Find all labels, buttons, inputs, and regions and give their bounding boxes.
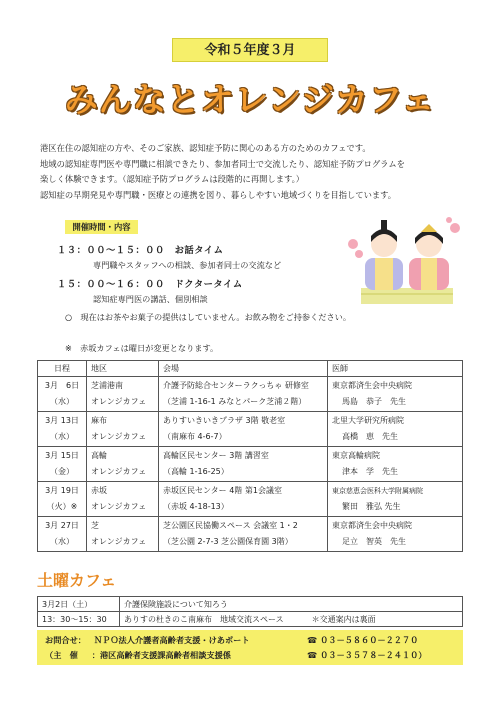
row-date: 3月 19日 — [45, 486, 79, 495]
row-doctor: 津本 学 先生 — [342, 467, 398, 476]
row-doctor: 馬島 恭子 先生 — [342, 397, 406, 406]
saturday-cafe-title: 土曜カフェ — [37, 571, 117, 590]
saturday-cafe-table — [37, 596, 463, 627]
row-doctor: 高橋 恵 先生 — [342, 432, 398, 441]
row-cafe: オレンジカフェ — [91, 502, 147, 511]
row-hospital: 東京都済生会中央病院 — [332, 381, 412, 390]
row-cafe: オレンジカフェ — [91, 467, 147, 476]
row-area: 赤坂 — [91, 486, 107, 495]
row-day: （水） — [50, 537, 74, 546]
row-day: （火）※ — [46, 502, 78, 511]
schedule-section-label: 開催時間・内容 — [65, 220, 138, 234]
akasaka-note: ※ 赤坂カフェは曜日が変更となります。 — [65, 343, 219, 353]
header-date: 日程 — [38, 361, 87, 377]
table-header-row — [38, 361, 463, 377]
row-addr: （南麻布 4-6-7） — [163, 432, 227, 441]
sat-venue: ありすの杜きのこ南麻布 地域交流スペース — [124, 614, 284, 624]
phone-icon: ☎ — [307, 650, 318, 660]
row-day: （金） — [50, 467, 74, 476]
header-doctor: 医師 — [328, 361, 463, 377]
host-org: ：港区高齢者支援課高齢者相談支援係 — [91, 650, 231, 660]
row-date: 3月 13日 — [45, 416, 79, 425]
row-addr: （芝浦 1-16-1 みなとパーク芝浦２階） — [163, 397, 307, 406]
header-venue: 会場 — [159, 361, 328, 377]
table-row — [38, 517, 463, 552]
row-date: 3月 6日 — [44, 381, 80, 390]
intro-line: 認知症の早期発見や専門職・医療との連携を図り、暮らしやすい地域づくりを目指しています。 — [40, 189, 397, 200]
doctor-name: ドクタータイム — [174, 279, 243, 290]
doctor-desc: 認知症専門医の講話、個別相談 — [93, 294, 208, 304]
row-area: 高輪 — [91, 451, 107, 460]
sat-topic: 介護保険施設について知ろう — [120, 597, 463, 612]
row-hospital: 東京高輪病院 — [332, 451, 380, 460]
row-cafe: オレンジカフェ — [91, 432, 147, 441]
drink-note: ○ 現在はお茶やお菓子の提供はしていません。お飲み物をご持参ください。 — [65, 312, 352, 322]
inquiry-tel: ０３－５８６０－２２７０ — [320, 635, 419, 645]
row-hospital: 東京慈恵会医科大学附属病院 — [332, 487, 423, 495]
doctor-time-block — [57, 276, 357, 305]
row-cafe: オレンジカフェ — [91, 397, 147, 406]
intro-line: 楽しく体験できます。（認知症予防プログラムは段階的に再開します。） — [40, 174, 305, 184]
row-day: （水） — [50, 432, 74, 441]
row-hospital: 北里大学研究所病院 — [332, 416, 404, 425]
talk-time: １３：００～１５：００ — [57, 245, 165, 256]
row-doctor: 繁田 雅弘 先生 — [342, 502, 401, 511]
row-venue: 芝公園区民協働スペース 会議室 1・2 — [163, 521, 298, 530]
intro-text — [40, 141, 480, 203]
talk-time-block — [57, 242, 357, 271]
table-row — [38, 482, 463, 517]
inquiry-org: ＮＰＯ法人介護者高齢者支援・けあポート — [93, 635, 250, 645]
phone-icon: ☎ — [307, 635, 318, 645]
host-tel: ０３－３５７８－２４１０） — [320, 650, 427, 660]
cafe-schedule-table — [37, 360, 463, 552]
row-addr: （赤坂 4-18-13） — [163, 502, 229, 511]
row-venue: ありすいきいきプラザ 3階 敬老室 — [163, 416, 286, 425]
footer-contact — [37, 630, 463, 665]
row-area: 芝 — [91, 521, 99, 530]
row-addr: （高輪 1-16-25） — [163, 467, 229, 476]
year-tag: 令和５年度３月 — [172, 38, 328, 62]
table-row — [38, 447, 463, 482]
page-title: みんなとオレンジカフェ — [64, 80, 436, 119]
inquiry-label: お問合せ： — [45, 635, 86, 645]
row-date: 3月 27日 — [45, 521, 79, 530]
row-cafe: オレンジカフェ — [91, 537, 147, 546]
intro-line: 港区在住の認知症の方や、そのご家族、認知症予防に関心のある方のためのカフェです。 — [40, 143, 371, 153]
intro-line: 地域の認知症専門医や専門職に相談できたり、参加者同士で交流したり、認知症予防プログラムを — [40, 158, 405, 169]
table-row — [38, 377, 463, 412]
hina-doll-illustration — [345, 214, 465, 306]
row-doctor: 足立 智英 先生 — [342, 537, 406, 546]
host-label: （主 催 — [45, 650, 78, 660]
sat-time: 13：30～15：30 — [38, 612, 120, 627]
header-area: 地区 — [87, 361, 159, 377]
sat-note: ＊交通案内は裏面 — [311, 614, 376, 624]
talk-desc: 専門職やスタッフへの相談、参加者同士の交流など — [93, 260, 282, 270]
row-area: 芝浦港南 — [91, 381, 123, 390]
row-venue: 赤坂区民センター 4階 第1会議室 — [163, 486, 282, 495]
row-venue: 高輪区民センター 3階 講習室 — [163, 451, 269, 460]
doctor-time: １５：００～１６：００ — [57, 279, 165, 290]
row-area: 麻布 — [91, 416, 107, 425]
table-row — [38, 612, 463, 627]
row-date: 3月 15日 — [45, 451, 79, 460]
row-day: （水） — [50, 397, 74, 406]
talk-name: お話タイム — [174, 245, 224, 256]
table-row — [38, 597, 463, 612]
table-row — [38, 412, 463, 447]
row-venue: 介護予防総合センターラクっちゃ 研修室 — [163, 381, 309, 390]
row-addr: （芝公園 2-7-3 芝公園保育園 3階） — [163, 537, 293, 546]
sat-date: 3月2日（土） — [38, 597, 120, 612]
row-hospital: 東京都済生会中央病院 — [332, 521, 412, 530]
